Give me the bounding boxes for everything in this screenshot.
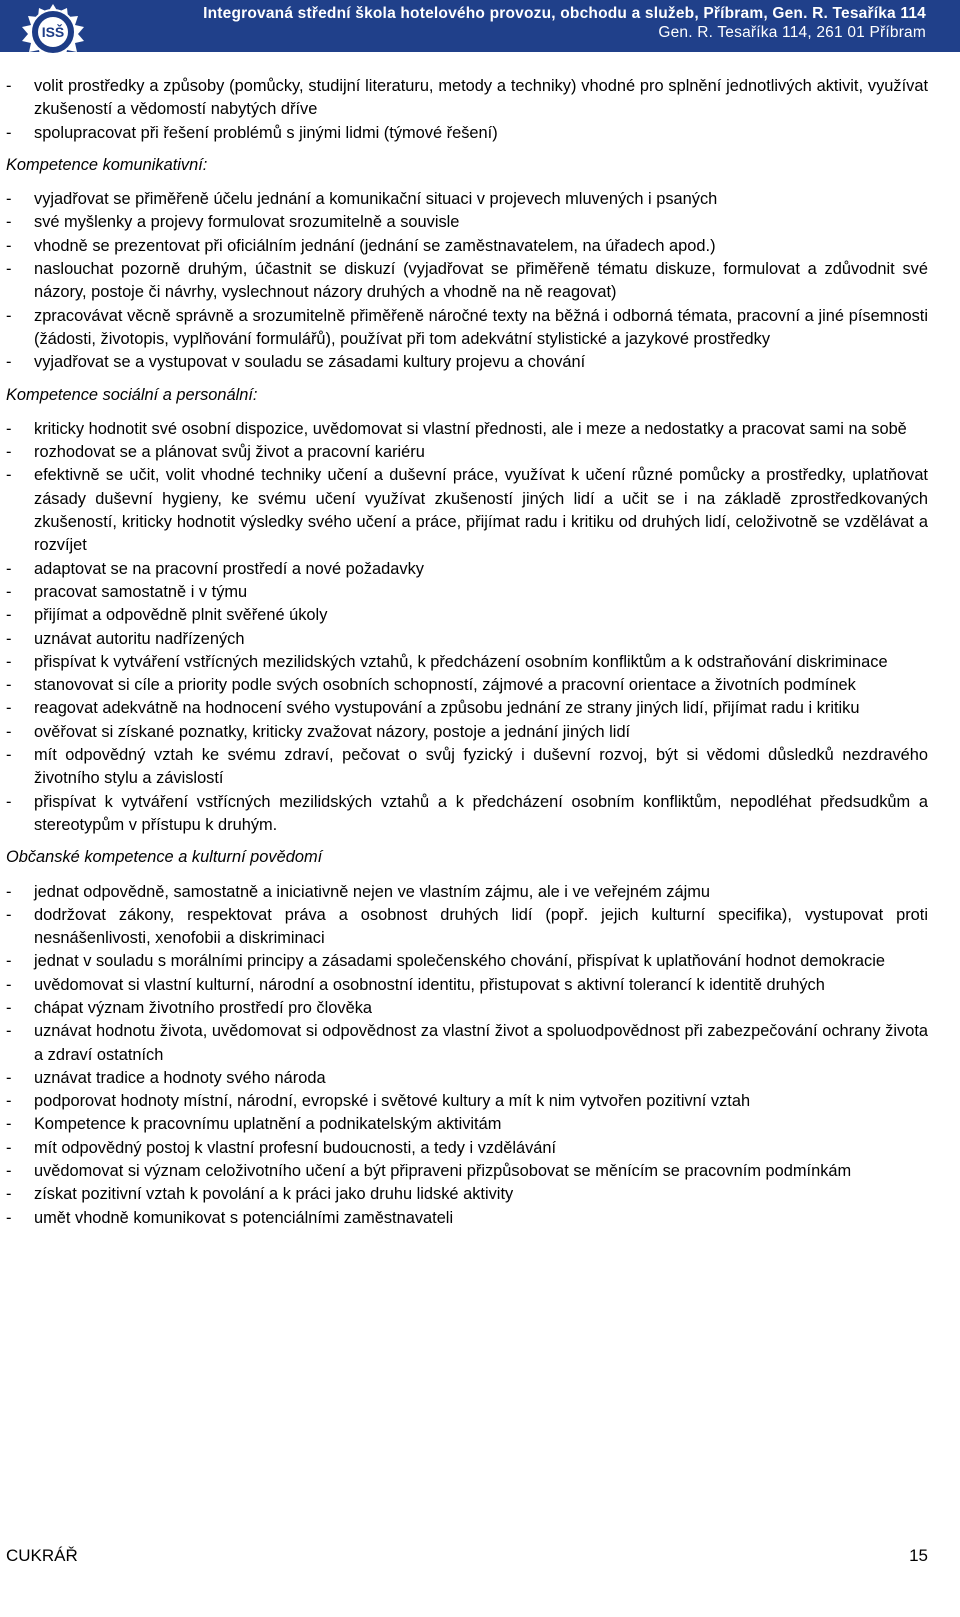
page-number: 15 [909, 1546, 928, 1565]
list-item: - chápat význam životního prostředí pro člověka [6, 997, 928, 1020]
list-item: - naslouchat pozorně druhým, účastnit se diskuzí (vyjadřovat se přiměřeně tématu diskuze, formulovat a zdůvodnit své názory, postoje či návrhy, vyslechnout názory druhých a vhodně na ně reagovat) [6, 258, 928, 305]
section-heading-social: Kompetence sociální a personální: [6, 385, 258, 404]
list-item: - kriticky hodnotit své osobní dispozice, uvědomovat si vlastní přednosti, ale i meze a nedostatky a pracovat sami na sobě [6, 418, 928, 441]
list-item: - Kompetence k pracovnímu uplatnění a podnikatelským aktivitám [6, 1113, 928, 1136]
list-item: - vyjadřovat se přiměřeně účelu jednání a komunikační situaci v projevech mluvených i psaných [6, 188, 928, 211]
social-list [6, 418, 928, 837]
list-item: - získat pozitivní vztah k povolání a k práci jako druhu lidské aktivity [6, 1183, 928, 1206]
list-item: - uznávat autoritu nadřízených [6, 628, 928, 651]
list-item: - spolupracovat při řešení problémů s jinými lidmi (týmové řešení) [6, 122, 928, 145]
list-item: - jednat v souladu s morálními principy a zásadami společenského chování, přispívat k uplatňování hodnot demokracie [6, 950, 928, 973]
civic-list [6, 881, 928, 1230]
list-item: - stanovovat si cíle a priority podle svých osobních schopností, zájmové a pracovní orientace a životních podmínek [6, 674, 928, 697]
intro-list [6, 75, 928, 145]
header-text [203, 4, 926, 42]
list-item: - uznávat hodnotu života, uvědomovat si odpovědnost za vlastní život a spoluodpovědnost při zabezpečování ochrany života a zdraví ostatních [6, 1020, 928, 1067]
list-item: - vhodně se prezentovat při oficiálním jednání (jednání se zaměstnavatelem, na úřadech apod.) [6, 235, 928, 258]
school-logo [4, 2, 102, 60]
list-item: - volit prostředky a způsoby (pomůcky, studijní literaturu, metody a techniky) vhodné pro splnění jednotlivých aktivit, využívat zkušeností a vědomostí nabytých dříve [6, 75, 928, 122]
list-item: - přijímat a odpovědně plnit svěřené úkoly [6, 604, 928, 627]
list-item: - přispívat k vytváření vstřícných mezilidských vztahů, k předcházení osobním konfliktům a k odstraňování diskriminace [6, 651, 928, 674]
school-name: Integrovaná střední škola hotelového provozu, obchodu a služeb, Příbram, Gen. R. Tesaříka 114 [203, 5, 926, 22]
list-item: - mít odpovědný postoj k vlastní profesní budoucnosti, a tedy i vzdělávání [6, 1137, 928, 1160]
list-item: - uvědomovat si vlastní kulturní, národní a osobnostní identitu, přistupovat s aktivní tolerancí k identitě druhých [6, 974, 928, 997]
list-item: - uvědomovat si význam celoživotního učení a být připraveni přizpůsobovat se měnícím se pracovním podmínkám [6, 1160, 928, 1183]
page-header [0, 0, 960, 52]
list-item: - reagovat adekvátně na hodnocení svého vystupování a způsobu jednání ze strany jiných lidí, přijímat radu i kritiku [6, 697, 928, 720]
list-item: - přispívat k vytváření vstřícných mezilidských vztahů a k předcházení osobním konfliktům, nepodléhat předsudkům a stereotypům v přístupu k druhým. [6, 791, 928, 838]
logo-text: ISŠ [41, 24, 65, 40]
list-item: - dodržovat zákony, respektovat práva a osobnost druhých lidí (popř. jejich kulturní specifika), vystupovat proti nesnášenlivosti, xenofobii a diskriminaci [6, 904, 928, 951]
list-item: - umět vhodně komunikovat s potenciálními zaměstnavateli [6, 1207, 928, 1230]
list-item: - mít odpovědný vztah ke svému zdraví, pečovat o svůj fyzický i duševní rozvoj, být si vědomi důsledků nezdravého životního stylu a závislostí [6, 744, 928, 791]
list-item: - rozhodovat se a plánovat svůj život a pracovní kariéru [6, 441, 928, 464]
document-title: CUKRÁŘ [6, 1546, 78, 1565]
list-item: - pracovat samostatně i v týmu [6, 581, 928, 604]
school-address: Gen. R. Tesaříka 114, 261 01 Příbram [658, 24, 926, 41]
section-heading-civic: Občanské kompetence a kulturní povědomí [6, 848, 323, 867]
list-item: - podporovat hodnoty místní, národní, evropské i světové kultury a mít k nim vytvořen pozitivní vztah [6, 1090, 928, 1113]
list-item: - uznávat tradice a hodnoty svého národa [6, 1067, 928, 1090]
document-body [6, 75, 928, 1230]
list-item: - ověřovat si získané poznatky, kriticky zvažovat názory, postoje a jednání jiných lidí [6, 721, 928, 744]
list-item: - adaptovat se na pracovní prostředí a nové požadavky [6, 558, 928, 581]
list-item: - efektivně se učit, volit vhodné techniky učení a duševní práce, využívat k učení různé pomůcky a prostředky, uplatňovat zásady duševní hygieny, ke svému učení využívat zkušeností jiných lidí a učit se i na základě zprostředkovaných zkušeností, kriticky hodnotit výsledky svého učení a práce, přijímat radu i kritiku od druhých lidí, celoživotně se vzdělávat a rozvíjet [6, 464, 928, 557]
communicative-list [6, 188, 928, 374]
section-heading-communicative: Kompetence komunikativní: [6, 155, 208, 174]
list-item: - vyjadřovat se a vystupovat v souladu se zásadami kultury projevu a chování [6, 351, 928, 374]
list-item: - jednat odpovědně, samostatně a iniciativně nejen ve vlastním zájmu, ale i ve veřejném zájmu [6, 881, 928, 904]
list-item: - své myšlenky a projevy formulovat srozumitelně a souvisle [6, 211, 928, 234]
list-item: - zpracovávat věcně správně a srozumitelně přiměřeně náročné texty na běžná i odborná témata, pracovní a jiné písemnosti (žádosti, životopis, vyplňování formulářů), používat při tom adekvátní stylistické a jazykové prostředky [6, 305, 928, 352]
